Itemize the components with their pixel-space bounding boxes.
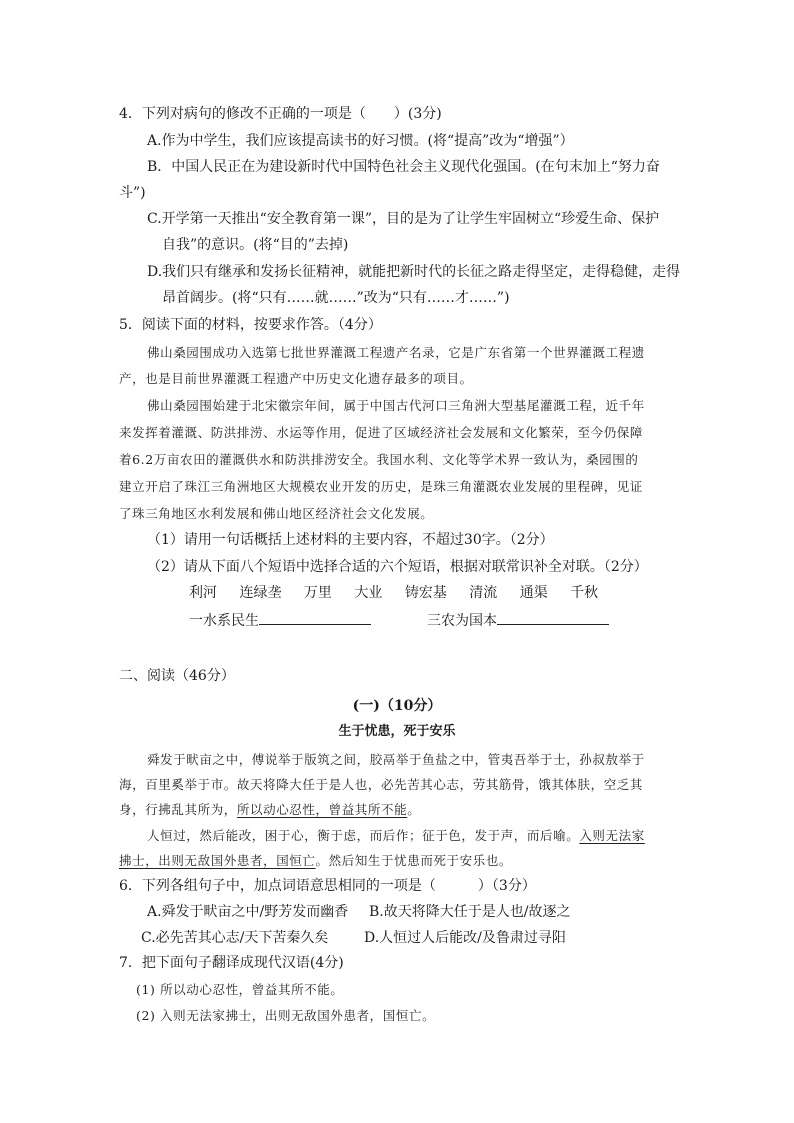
essay-underlined-sentence-2b: 拂士，出则无敌国外患者，国恒亡 [119, 853, 316, 868]
q4-option-c-line1: C.开学第一天推出“安全教育第一课”，目的是为了让学生牢固树立“珍爱生命、保护 [147, 211, 660, 227]
q5-material-p2-line2: 来发挥着灌溉、防洪排涝、水运等作用，促进了区域经济社会发展和文化繁荣，至今仍保障 [119, 425, 644, 440]
q5-material-p2-line1: 佛山桑园围始建于北宋徽宗年间，属于中国古代河口三角洲大型基尾灌溉工程，近千年 [147, 398, 645, 413]
couplet-left [189, 610, 371, 631]
part-title: (一)（10分） [352, 698, 442, 714]
q5-material-p2-line4: 建立开启了珠江三角洲地区大规模农业开发的历史，是珠三角灌溉农业发展的里程碑，见证 [119, 479, 644, 494]
q4-option-c-line2: 自我”的意识。(将“目的”去掉) [162, 237, 349, 253]
essay-title: 生于忧患，死于安乐 [338, 724, 456, 739]
q5-material-p1-line1: 佛山桑园围成功入选第七批世界灌溉工程遗产名录，它是广东省第一个世界灌溉工程遗 [147, 345, 645, 360]
q5-terms-list [189, 583, 616, 603]
q5-sub1: （1）请用一句话概括上述材料的主要内容，不超过30字。（2分） [147, 532, 554, 548]
term-item: 利河 [189, 585, 217, 601]
essay-p1-line3 [119, 800, 420, 820]
essay-p1-line3-pre: 身，行拂乱其所为， [119, 802, 237, 817]
essay-underlined-sentence-2a: 入则无法家 [579, 828, 645, 843]
term-item: 铸宏基 [404, 585, 447, 601]
term-item: 万里 [303, 585, 332, 601]
q4-option-b-line2: 斗”) [119, 185, 146, 201]
q4-option-d-line1: D.我们只有继承和发扬长征精神，就能把新时代的长征之路走得坚定，走得稳健，走得 [147, 264, 681, 280]
q6-option-c: C.必先苦其心志/天下苦秦久矣 [141, 930, 329, 946]
couplet-left-blank[interactable] [259, 610, 371, 625]
q4-option-d-line2: 昂首阔步。(将“只有……就……”改为“只有……才……”) [162, 290, 510, 306]
essay-p2-line1-pre: 人恒过，然后能改，困于心，衡于虑，而后作；征于色，发于声，而后喻。 [147, 828, 580, 843]
couplet-left-text: 一水系民生 [189, 613, 259, 629]
essay-p1-line1: 舜发于畎亩之中，傅说举于版筑之间，胶鬲举于鱼盐之中，管夷吾举于士，孙叔敖举于 [147, 752, 645, 767]
term-item: 清流 [469, 585, 498, 601]
q6-option-a: A.舜发于畎亩之中/野芳发而幽香 [147, 904, 349, 920]
q6-option-b: B.故天将降大任于是人也/故逐之 [369, 904, 571, 920]
term-item: 千秋 [570, 585, 599, 601]
couplet-right-blank[interactable] [497, 610, 609, 625]
essay-p2-line2-post: 。然后知生于忧患而死于安乐也。 [315, 853, 513, 868]
q5-material-p2-line5: 了珠三角地区水利发展和佛山地区经济社会文化发展。 [119, 506, 434, 521]
essay-p2-line1 [147, 826, 645, 846]
q4-option-b-line1: B．中国人民正在为建设新时代中国特色社会主义现代化强国。(在句末加上“努力奋 [147, 159, 660, 175]
q5-material-p2-line3: 着6.2万亩农田的灌溉供水和防洪排涝安全。我国水利、文化等学术界一致认为，桑园围的 [119, 452, 639, 467]
term-item: 连绿垄 [239, 585, 282, 601]
q5-stem: 5．阅读下面的材料，按要求作答。（4分） [119, 317, 382, 333]
section2-heading: 二、阅读（46分） [119, 668, 235, 684]
couplet-right [427, 610, 609, 631]
term-item: 通渠 [519, 585, 548, 601]
essay-p1-line3-post: 。 [407, 802, 421, 817]
q5-material-p1-line2: 产，也是目前世界灌溉工程遗产中历史文化遗存最多的项目。 [119, 371, 473, 386]
q5-sub2: （2）请从下面八个短语中选择合适的六个短语，根据对联常识补全对联。（2分） [147, 559, 648, 575]
q7-sentence-2: (2) 入则无法家拂士，出则无敌国外患者，国恒亡。 [136, 1008, 436, 1023]
term-item: 大业 [354, 585, 383, 601]
essay-underlined-sentence-1: 所以动心忍性，曾益其所不能 [236, 802, 408, 817]
q7-sentence-1: (1) 所以动心忍性，曾益其所不能。 [136, 982, 344, 997]
couplet-right-text: 三农为国本 [427, 613, 497, 629]
q7-stem: 7．把下面句子翻译成现代汉语(4分) [119, 955, 344, 971]
q6-stem: 6．下列各组句子中，加点词语意思相同的一项是（ ）（3分） [119, 878, 536, 894]
q4-stem: 4．下列对病句的修改不正确的一项是（ ）(3分) [119, 106, 442, 122]
essay-p2-line2 [119, 851, 512, 871]
essay-p1-line2: 海，百里奚举于市。故天将降大任于是人也，必先苦其心志，劳其筋骨，饿其体肤，空乏其 [119, 777, 644, 792]
q4-option-a: A.作为中学生，我们应该提高读书的好习惯。(将“提高”改为“增强”） [147, 133, 574, 149]
q6-option-d: D.人恒过人后能改/及鲁肃过寻阳 [364, 930, 566, 946]
